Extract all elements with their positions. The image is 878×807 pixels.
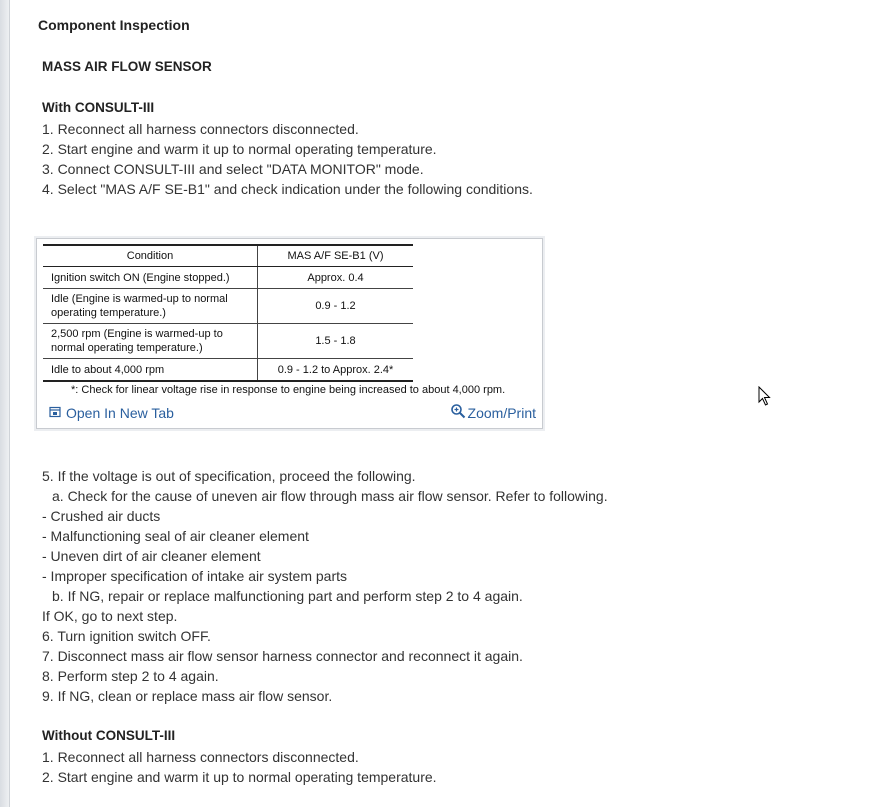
step-line: 2. Start engine and warm it up to normal operating temperature. xyxy=(42,141,437,157)
component-title: MASS AIR FLOW SENSOR xyxy=(42,59,212,74)
table-row xyxy=(43,359,413,382)
with-consult-heading: With CONSULT-III xyxy=(42,100,155,115)
header-condition: Condition xyxy=(43,245,258,267)
new-tab-icon xyxy=(49,405,61,421)
step-line: - Crushed air ducts xyxy=(42,508,161,524)
table-row xyxy=(43,324,413,359)
step-line: - Improper specification of intake air system parts xyxy=(42,568,348,584)
cell-condition-line: Idle (Engine is warmed-up to normal xyxy=(51,293,228,305)
cell-condition: Idle to about 4,000 rpm xyxy=(43,359,258,382)
spec-table xyxy=(43,244,413,382)
step-line: 1. Reconnect all harness connectors disconnected. xyxy=(42,121,359,137)
mouse-pointer-icon xyxy=(758,386,772,411)
step-line: 7. Disconnect mass air flow sensor harness connector and reconnect it again. xyxy=(42,648,523,664)
step-line: a. Check for the cause of uneven air flow through mass air flow sensor. Refer to following. xyxy=(52,488,608,504)
cell-value: 0.9 - 1.2 to Approx. 2.4* xyxy=(258,359,414,382)
table-footnote: *: Check for linear voltage rise in response to engine being increased to about 4,000 rpm. xyxy=(71,384,506,396)
cell-value: Approx. 0.4 xyxy=(258,267,414,289)
cell-value: 1.5 - 1.8 xyxy=(258,324,414,359)
cell-condition: Ignition switch ON (Engine stopped.) xyxy=(43,267,258,289)
zoom-print-label: Zoom/Print xyxy=(467,404,536,421)
zoom-print-link[interactable] xyxy=(450,403,536,422)
step-line: 1. Reconnect all harness connectors disconnected. xyxy=(42,749,359,765)
cell-condition-line: normal operating temperature.) xyxy=(51,342,203,354)
step-line: 8. Perform step 2 to 4 again. xyxy=(42,668,219,684)
step-line: 9. If NG, clean or replace mass air flow sensor. xyxy=(42,688,333,704)
step-line: - Uneven dirt of air cleaner element xyxy=(42,548,261,564)
step-line: 6. Turn ignition switch OFF. xyxy=(42,628,211,644)
magnifier-icon xyxy=(450,403,466,422)
spec-figure xyxy=(36,238,543,429)
cell-condition xyxy=(43,289,258,324)
more-steps xyxy=(42,466,608,706)
step-line: b. If NG, repair or replace malfunctioning part and perform step 2 to 4 again. xyxy=(52,588,523,604)
cell-condition xyxy=(43,324,258,359)
step-line: 5. If the voltage is out of specification, proceed the following. xyxy=(42,468,416,484)
without-consult-heading: Without CONSULT-III xyxy=(42,728,176,743)
left-window-edge xyxy=(0,0,10,807)
open-in-new-tab-label: Open In New Tab xyxy=(66,405,174,421)
header-value: MAS A/F SE-B1 (V) xyxy=(258,245,414,267)
step-line: 2. Start engine and warm it up to normal operating temperature. xyxy=(42,769,437,785)
step-line: - Malfunctioning seal of air cleaner element xyxy=(42,528,309,544)
cell-condition-line: 2,500 rpm (Engine is warmed-up to xyxy=(51,328,223,340)
page-title: Component Inspection xyxy=(38,17,190,33)
table-row xyxy=(43,289,413,324)
step-line: 3. Connect CONSULT-III and select "DATA MONITOR" mode. xyxy=(42,161,424,177)
step-line: 4. Select "MAS A/F SE-B1" and check indication under the following conditions. xyxy=(42,181,533,197)
cell-value: 0.9 - 1.2 xyxy=(258,289,414,324)
with-consult-steps xyxy=(42,119,533,199)
cell-condition-line: operating temperature.) xyxy=(51,307,166,319)
open-in-new-tab-link[interactable] xyxy=(49,405,174,421)
table-row xyxy=(43,267,413,289)
step-line: If OK, go to next step. xyxy=(42,608,178,624)
without-consult-steps xyxy=(42,747,437,787)
table-header-row xyxy=(43,245,413,267)
